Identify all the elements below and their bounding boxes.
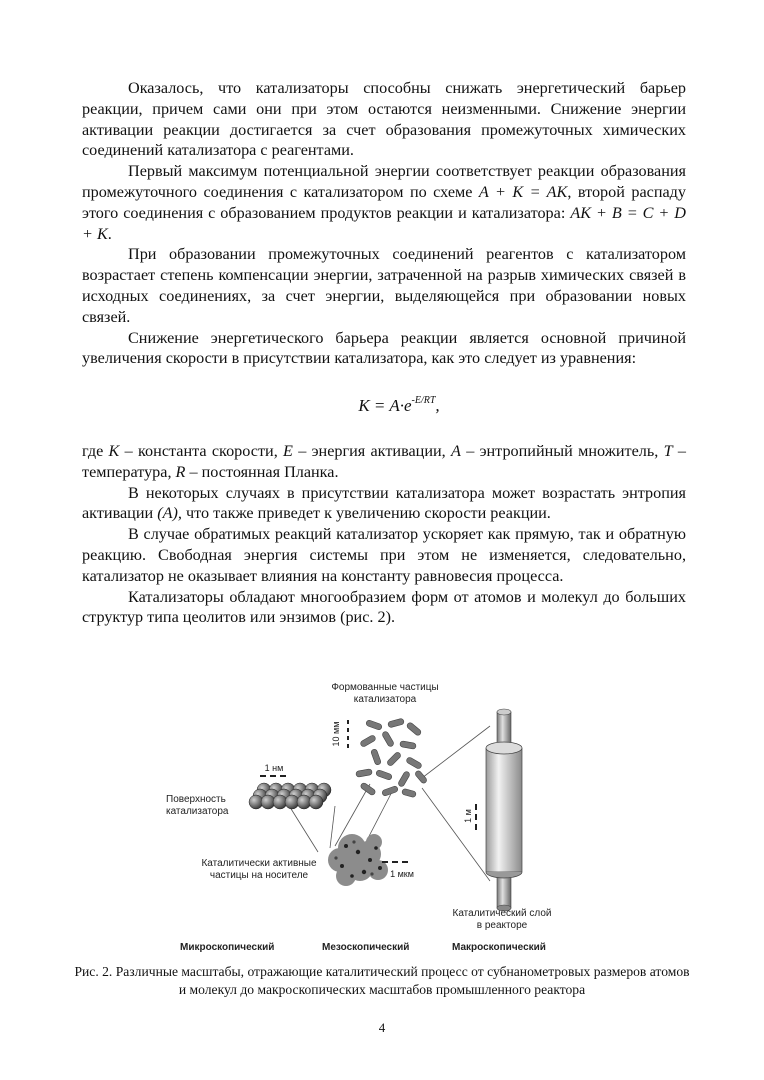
label-1nm: 1 нм bbox=[264, 763, 284, 773]
formula-end: , bbox=[435, 396, 440, 416]
label-10mm: 10 мм bbox=[331, 721, 341, 747]
paragraph-2 bbox=[82, 161, 686, 244]
label-formed-particles: Формованные частицы катализатора bbox=[331, 682, 439, 705]
paragraph-2-end: . bbox=[107, 224, 112, 243]
symbol-R: R bbox=[175, 462, 186, 481]
paragraph-6 bbox=[82, 483, 686, 525]
paragraph-8: Катализаторы обладают многообразием форм от атомов и молекул до больших структур типа цеолитов или энзимов (рис. 2). bbox=[82, 587, 686, 627]
text-e-def: – энергия активации, bbox=[292, 441, 452, 460]
reaction-scheme-2: AK + B = C + D + K bbox=[82, 203, 686, 243]
formula-main: K = A·e bbox=[358, 396, 412, 416]
label-reactor-layer: Каталитический слой в реакторе bbox=[452, 908, 552, 931]
label-active-particles: Каталитически активные частицы на носителе bbox=[201, 858, 317, 881]
paragraph-5 bbox=[82, 441, 686, 483]
scale-micro: Микроскопический bbox=[180, 942, 275, 953]
surface-atoms bbox=[249, 783, 331, 809]
paragraph-3: При образовании промежуточных соединений реагентов с катализатором возрастает степень компенсации энергии, затраченной на разрыв химических связей в исходных соединениях, за счет энергии, выделяющейся при образовании новых связей. bbox=[82, 245, 686, 326]
paragraph-2-mid: , второй распаду этого соединения с образованием продуктов реакции и катализатора: bbox=[82, 182, 687, 222]
figure-2 bbox=[160, 676, 580, 956]
scale-meso: Мезоскопический bbox=[322, 942, 410, 953]
paragraph-6-start: В некоторых случаях в присутствии катализатора может возрастать энтропия активации bbox=[82, 483, 686, 523]
symbol-T: T bbox=[663, 441, 673, 460]
symbol-K: K bbox=[108, 441, 120, 460]
figure-caption: Рис. 2. Различные масштабы, отражающие каталитический процесс от субнанометровых размеров атомов и молекул до макроскопических масштабов промышленного реактора bbox=[74, 964, 690, 997]
text-k-def: – константа скорости, bbox=[119, 441, 284, 460]
formula-exponent: -E/RT bbox=[411, 395, 436, 407]
symbol-E: E bbox=[283, 441, 293, 460]
formed-particles bbox=[356, 718, 428, 798]
text-where: где bbox=[82, 441, 109, 460]
symbol-A: A bbox=[451, 441, 461, 460]
text-r-def: – постоянная Планка. bbox=[185, 462, 339, 481]
paragraph-4: Снижение энергетического барьера реакции является основной причиной увеличения скорости в присутствии катализатора, как это следует из уравнения: bbox=[82, 328, 686, 368]
paragraph-2-start: Первый максимум потенциальной энергии соответствует реакции образования промежуточного соединения с катализатором по схеме bbox=[82, 162, 686, 201]
reactor bbox=[486, 709, 522, 911]
paragraph-7: В случае обратимых реакций катализатор ускоряет как прямую, так и обратную реакцию. Свободная энергия системы при этом не изменяется, следовательно, катализатор не оказывает влияния на константу равновесия процесса. bbox=[82, 525, 686, 585]
paragraph-6-end: что также приведет к увеличению скорости реакции. bbox=[181, 504, 551, 523]
paragraph-1: Оказалось, что катализаторы способны снижать энергетический барьер реакции, причем сами они при этом остаются неизменными. Снижение энергии активации реакции достигается за счет образования промежуточных химических соединений катализатора с реагентами. bbox=[82, 79, 686, 160]
label-1m: 1 м bbox=[463, 809, 473, 823]
label-surface: Поверхность катализатора bbox=[166, 794, 229, 817]
label-1um: 1 мкм bbox=[390, 869, 414, 879]
page-number: 4 bbox=[378, 1020, 386, 1035]
reaction-scheme-1: A + K = AK bbox=[478, 182, 568, 201]
text-t-def: – температура, bbox=[82, 441, 686, 481]
symbol-A-paren: (A), bbox=[157, 504, 182, 523]
scale-macro: Макроскопический bbox=[452, 942, 546, 953]
body-text bbox=[82, 78, 686, 628]
rate-equation bbox=[82, 391, 686, 417]
text-a-def: – энтропийный множитель, bbox=[460, 441, 664, 460]
